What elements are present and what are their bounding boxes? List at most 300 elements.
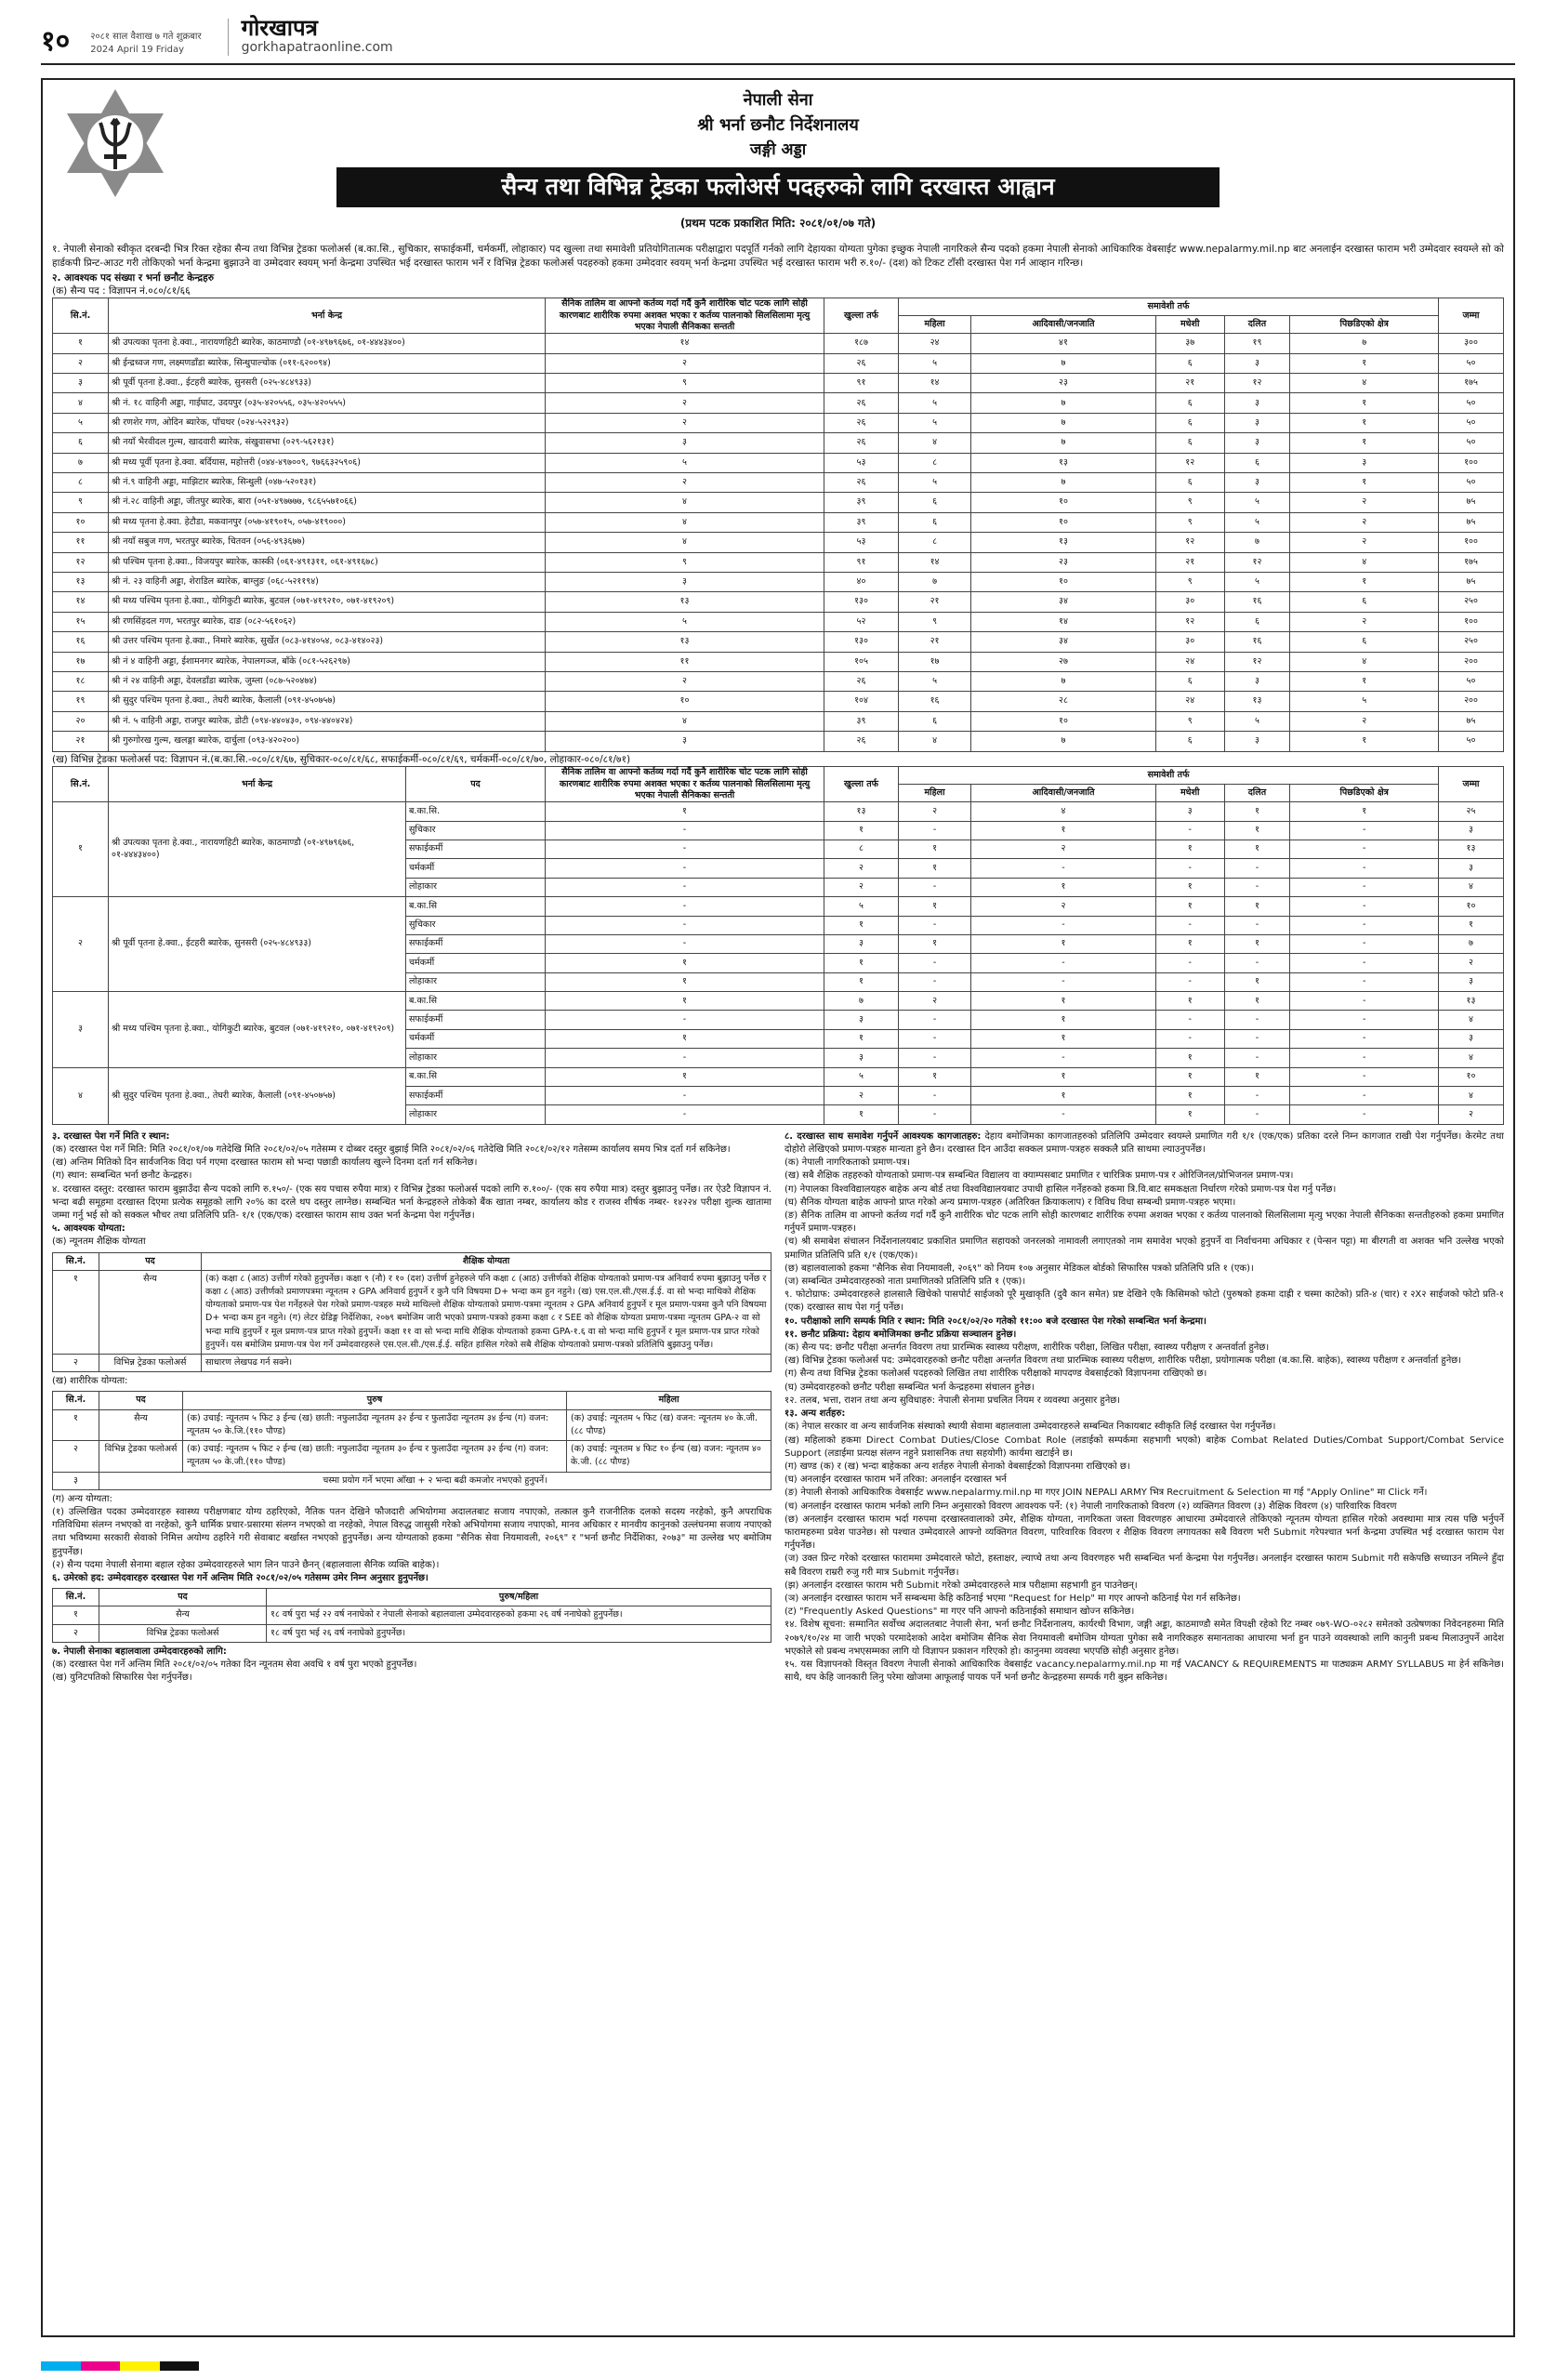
cell: १३ bbox=[1224, 692, 1290, 711]
table-row bbox=[53, 592, 1504, 612]
cell: - bbox=[899, 1011, 971, 1029]
paper-brand bbox=[241, 13, 393, 56]
cell: २ bbox=[546, 353, 824, 373]
section-5b-title: (ख) शारीरिक योग्यता: bbox=[52, 1376, 128, 1387]
col-madhesi: मधेशी bbox=[1155, 316, 1224, 334]
cell: ५ bbox=[1224, 512, 1290, 532]
cell: १ bbox=[1155, 934, 1224, 953]
cell: १६ bbox=[899, 692, 971, 711]
cell: - bbox=[1224, 859, 1290, 878]
cell: ५ bbox=[824, 897, 899, 916]
cell: १ bbox=[1155, 992, 1224, 1011]
cell: १ bbox=[1155, 1087, 1224, 1105]
cell: - bbox=[899, 1087, 971, 1105]
cell: १ bbox=[1290, 433, 1439, 453]
cell: १४ bbox=[971, 612, 1156, 631]
cell: २५० bbox=[1439, 592, 1504, 612]
cell: - bbox=[971, 1049, 1156, 1067]
cell: ४ bbox=[546, 533, 824, 552]
cell: - bbox=[1290, 1105, 1439, 1124]
cell: ३० bbox=[1155, 592, 1224, 612]
cell: १०५ bbox=[824, 652, 899, 671]
age-col-limit: पुरुष/महिला bbox=[267, 1589, 771, 1606]
cell: - bbox=[971, 859, 1156, 878]
cell: - bbox=[1290, 972, 1439, 991]
cell: ९ bbox=[53, 493, 109, 512]
cell: २ bbox=[53, 353, 109, 373]
cell: ५ bbox=[899, 353, 971, 373]
cell: - bbox=[971, 954, 1156, 972]
cell: १ bbox=[53, 1409, 99, 1440]
cell: श्री उपत्यका पृतना हे.क्वा., नारायणहिटी ब्यारेक, काठमाण्डौ (०१-४९७९६७६, ०१-४४४३४००) bbox=[109, 802, 406, 897]
cell: ११ bbox=[53, 533, 109, 552]
cell: ५० bbox=[1439, 433, 1504, 453]
cell: - bbox=[899, 878, 971, 896]
cell: २ bbox=[53, 897, 109, 992]
cell: २३ bbox=[971, 552, 1156, 572]
cell: - bbox=[1224, 916, 1290, 934]
section-4: ४. दरखास्त दस्तुर: दरखास्त फाराम बुझाउँदा सैन्य पदको लागि रु.१५०/- (एक सय पचास रुपैया मात्र) र विभिन्न ट्रेडका फलोअर्स पदको लागि रु.१००/- (एक सय रुपैया मात्र) दस्तुर बुझाउनु पर्नेछ। तर ऐउटै विज्ञापन नं. भन्दा बढी समूहमा दरखास्त दिएमा प्रत्येक समूहको लागि २०% का दरले थप दस्तुर लाग्नेछ। सम्बन्धित भर्ना केन्द्रहरुले तोकेको बैंक खाता नम्बर, कार्यालय कोड र राजस्व शीर्षक नम्बर- १४२२४ परीक्षा शुल्क खातामा जम्मा गर्नु भई सो को सक्कल भौचर तथा प्रतिलिपि प्रति- १/१ (एक/एक) दरखास्त फाराम साथ उक्त भर्ना केन्द्रमा पेश गर्नुपर्नेछ। bbox=[52, 1183, 771, 1222]
cell: १ bbox=[1224, 992, 1290, 1011]
table-row bbox=[53, 671, 1504, 691]
list-item: (ञ) अनलाईन दरखास्त फाराम भर्ने सम्बन्धमा केहि कठिनाई भएमा "Request for Help" मा गएर आफ्नो कठिनाई पेश गर्न सकिनेछ। bbox=[785, 1593, 1241, 1604]
table-row bbox=[53, 353, 1504, 373]
cell: ५ bbox=[899, 393, 971, 413]
military-posts-rows bbox=[53, 334, 1504, 751]
list-item: (क) नेपाल सरकार वा अन्य सार्वजनिक संस्थाको स्थायी सेवामा बहालवाला उम्मेदवारहरुले सम्बन्धित निकायबाट स्वीकृति लिई दरखास्त पेश गर्नुपर्नेछ। bbox=[785, 1421, 1276, 1433]
section-13-list bbox=[785, 1421, 1504, 1619]
cell: - bbox=[1224, 1049, 1290, 1067]
cell: ६ bbox=[1224, 453, 1290, 472]
cell: (क) उचाई: न्यूनतम ५ फिट ३ ईन्च (ख) छाती: नफुलाउँदा न्यूनतम ३२ ईन्च र फुलाउँदा न्यूनतम ३४ ईन्च (ग) वजन: न्यूनतम ५० के.जि.(११० पौण्ड) bbox=[183, 1409, 567, 1440]
cell: - bbox=[546, 934, 824, 953]
cell: ७५ bbox=[1439, 512, 1504, 532]
paper-name: गोरखापत्र bbox=[241, 13, 318, 41]
table-row bbox=[53, 473, 1504, 493]
cell: १३ bbox=[546, 632, 824, 652]
table-row bbox=[53, 802, 1504, 821]
cell: ६ bbox=[1155, 353, 1224, 373]
cell: ७ bbox=[971, 671, 1156, 691]
cell: १ bbox=[899, 840, 971, 858]
cell: ३ bbox=[1439, 821, 1504, 840]
cell: ३४ bbox=[971, 632, 1156, 652]
cell: ३ bbox=[1224, 732, 1290, 751]
cell: लोहाकार bbox=[406, 878, 546, 896]
cell: १० bbox=[1439, 1067, 1504, 1086]
terms-columns bbox=[52, 1130, 1504, 1686]
cell: - bbox=[546, 1105, 824, 1124]
cell: १४ bbox=[899, 374, 971, 393]
cell: - bbox=[546, 916, 824, 934]
age-table bbox=[52, 1588, 771, 1643]
cell: ४ bbox=[53, 393, 109, 413]
cell: २७ bbox=[971, 652, 1156, 671]
cell: ५ bbox=[1224, 493, 1290, 512]
table-row bbox=[53, 897, 1504, 916]
cell: ७ bbox=[899, 573, 971, 592]
cell: - bbox=[971, 916, 1156, 934]
table-row bbox=[53, 732, 1504, 751]
cell: लोहाकार bbox=[406, 972, 546, 991]
cell: - bbox=[1155, 821, 1224, 840]
phys-col-post: पद bbox=[99, 1392, 183, 1409]
cell: २ bbox=[546, 393, 824, 413]
cell: - bbox=[1224, 1087, 1290, 1105]
cell: ४ bbox=[1290, 552, 1439, 572]
age-col-post: पद bbox=[99, 1589, 267, 1606]
cell: २०० bbox=[1439, 652, 1504, 671]
cell: श्री मध्य पश्चिम पृतना हे.क्वा., योगिकुटी ब्यारेक, बुटवल (०७१-४१९२१०, ०७१-४१९२०९) bbox=[109, 992, 406, 1068]
issue-date-np: २०८१ साल वैशाख ७ गते शुक्रबार bbox=[90, 32, 202, 42]
section-5a-title: (क) न्यूनतम शैक्षिक योग्यता bbox=[52, 1236, 146, 1248]
cell: १५ bbox=[53, 612, 109, 631]
cell: १६ bbox=[1224, 632, 1290, 652]
section-9: ९. फोटोग्राफ: उम्मेदवारहरुले हालसालै खिचेको पासपोर्ट साईजको पूरै मुखाकृति (दुवै कान समेत) प्रष्ट देखिने एकै किसिमको फोटो (पुरुषको हकमा दाह्री र चस्मा काटेको) प्रति-४ (चार) र २X२ साईजको फोटो प्रति-१ (एक) दरखास्त साथ पेश गर्नु पर्नेछ। bbox=[785, 1289, 1504, 1314]
cell: १२ bbox=[1224, 374, 1290, 393]
cell: ८ bbox=[899, 533, 971, 552]
cell: १८ वर्ष पुरा भई २६ वर्ष ननाघेको हुनुपर्नेछ। bbox=[267, 1624, 771, 1642]
cell: १ bbox=[971, 992, 1156, 1011]
cell: २ bbox=[824, 878, 899, 896]
list-item: (छ) अनलाईन दरखास्त फाराम भर्दा गरुपमा दरखास्तवालाको उमेर, शैक्षिक योग्यता, नागरिकता जस्ता विवरणहरु आधारमा उम्मेदवारले तोकिएको न्यूनतम योग्यता हासिल गरेको अवस्थामा मात्र त्यस पछि भर्नुपर्ने फारामहरुमा प्रवेश पाउनेछ। सो पश्चात उम्मेदवारले आफ्नो व्यक्तिगत विवरण, पारिवारिक विवरण र शैक्षिक विवरण लगायतका सबै विवरण भरी Submit गरेपश्चात भर्ना केन्द्रमा उपस्थित भई दरखास्त फाराम पेश गर्नुपर्नेछ। bbox=[785, 1514, 1504, 1552]
cell: श्री नं. २३ वाहिनी अड्डा, शेराडिल ब्यारेक, बाग्लुङ (०६८-५२११९४) bbox=[109, 573, 546, 592]
cell: १ bbox=[971, 821, 1156, 840]
cell: लोहाकार bbox=[406, 1049, 546, 1067]
cell: ५ bbox=[1224, 573, 1290, 592]
cell: ६ bbox=[1290, 632, 1439, 652]
table-row bbox=[53, 612, 1504, 631]
cell: विभिन्न ट्रेडका फलोअर्स bbox=[99, 1624, 267, 1642]
cell: ५० bbox=[1439, 413, 1504, 432]
cell: १०० bbox=[1439, 533, 1504, 552]
cell: - bbox=[1155, 916, 1224, 934]
list-item: (ख) सबै शैक्षिक तहहरुको योग्यताको प्रमाण-पत्र सम्बन्धित विद्यालय वा क्याम्पसबाट प्रमाणित र चारित्रिक प्रमाण-पत्र र ओरिजिनल/प्रोभिजनल प्रमाण-पत्र। bbox=[785, 1170, 1294, 1182]
cell: १३ bbox=[53, 573, 109, 592]
cell: २ bbox=[1290, 711, 1439, 731]
cell: १ bbox=[1224, 934, 1290, 953]
cell: ३९ bbox=[824, 711, 899, 731]
col-total: जम्मा bbox=[1439, 767, 1504, 802]
cell: ४ bbox=[1290, 652, 1439, 671]
cell: ५३ bbox=[824, 453, 899, 472]
cell: १ bbox=[546, 1029, 824, 1048]
cell: १८७ bbox=[824, 334, 899, 353]
cell: ५ bbox=[53, 413, 109, 432]
cell: - bbox=[1290, 859, 1439, 878]
cell: २५० bbox=[1439, 632, 1504, 652]
cell: ७ bbox=[971, 353, 1156, 373]
cell: - bbox=[1290, 916, 1439, 934]
cell: १ bbox=[824, 1105, 899, 1124]
cell: ९ bbox=[899, 612, 971, 631]
list-item: (ङ) नेपाली सेनाको आधिकारिक वेबसाईट www.nepalarmy.mil.np मा गएर JOIN NEPALI ARMY भित्र Recruitment & Selection मा गई "Apply Online" मा Click गर्ने। bbox=[785, 1488, 1428, 1499]
cell: - bbox=[1290, 1067, 1439, 1086]
directorate-name: श्री भर्ना छनौट निर्देशनालय bbox=[697, 115, 859, 135]
list-item: (ग) सैन्य तथा विभिन्न ट्रेडका फलोअर्स पदहरुको लिखित तथा शारीरिक परीक्षाको मापदण्ड वेबसाईटको विज्ञापनमा राखिएको छ। bbox=[785, 1368, 1207, 1380]
cell: ६ bbox=[899, 493, 971, 512]
cell: - bbox=[1290, 897, 1439, 916]
cell: श्री सुदुर पश्चिम पृतना हे.क्वा., तेघरी ब्यारेक, कैलाली (०९१-४५०७५७) bbox=[109, 1067, 406, 1124]
cell: १३० bbox=[824, 632, 899, 652]
edu-col-post: पद bbox=[99, 1252, 202, 1270]
cell: श्री उपत्यका पृतना हे.क्वा., नारायणहिटी ब्यारेक, काठमाण्डौ (०१-४९७९६७६, ०१-४४४३४००) bbox=[109, 334, 546, 353]
cell: - bbox=[1290, 1011, 1439, 1029]
col-janajati: आदिवासी/जनजाति bbox=[971, 785, 1156, 802]
cell: ३७ bbox=[1155, 334, 1224, 353]
education-table bbox=[52, 1252, 771, 1373]
cell: ७५ bbox=[1439, 493, 1504, 512]
paper-url[interactable]: gorkhapatraonline.com bbox=[241, 39, 393, 55]
section-14: १४. विशेष सूचना: सम्मानित सर्वोच्च अदालतबाट नेपाली सेना, भर्ना छनौट निर्देशनालय, कार्यरथी विभाग, जङ्गी अड्डा, काठमाण्डौ समेत विपक्षी रहेको रिट नम्बर ०७९-WO-०२८२ समेतको उत्प्रेषणका निवेदनहरुमा मिति २०७९/१०/२४ मा जारी भएको परमादेशको आदेश बमोजिम सैनिक सेवा नियमावली बमोजिम योग्यता पुगेका सबै नागरिकहरु समानताका आधारमा भर्ना हुन पाउने व्यवस्थाको लागि कानुनी प्रबन्ध मिलाउनुपर्ने आदेश भएकोले सो प्रबन्ध नभएसम्मका लागि यो विज्ञापन प्रकाशन गरिएको हो। कानुनमा व्यवस्था भएपछि सोही अनुसार हुनेछ। bbox=[785, 1620, 1504, 1657]
notice-title: सैन्य तथा विभिन्न ट्रेडका फलोअर्स पदहरुको लागि दरखास्त आह्वान bbox=[336, 167, 1220, 207]
table-row bbox=[53, 433, 1504, 453]
cell: १ bbox=[1290, 353, 1439, 373]
cell: (क) उचाई: न्यूनतम ४ फिट १० ईन्च (ख) वजन: न्यूनतम ४० के.जी. (८८ पौण्ड) bbox=[567, 1441, 771, 1472]
cell: १ bbox=[1155, 1105, 1224, 1124]
cell: १ bbox=[1155, 878, 1224, 896]
notice-header bbox=[52, 87, 1504, 241]
cell: सैन्य bbox=[99, 1606, 267, 1624]
cell: ६ bbox=[1155, 433, 1224, 453]
cell: ६ bbox=[899, 711, 971, 731]
section-2b-title: (ख) विभिन्न ट्रेडका फलोअर्स पद: विज्ञापन नं.(ब.का.सि.-०८०/८१/६७, सुचिकार-०८०/८१/६८, सफाईकर्मी-०८०/८१/६९, चर्मकर्मी-०८०/८१/७०, लोहाकार-०८०/८१/७१) bbox=[52, 753, 631, 765]
cell: २६ bbox=[824, 353, 899, 373]
cell: ३ bbox=[1224, 413, 1290, 432]
table-row bbox=[53, 1355, 771, 1372]
col-sn: सि.नं. bbox=[53, 767, 109, 802]
cell: ३ bbox=[1439, 859, 1504, 878]
cell: श्री नयाँ सबुज गण, भरतपुर ब्यारेक, चितवन (०५६-४९३६७७) bbox=[109, 533, 546, 552]
cell: १ bbox=[546, 992, 824, 1011]
cell: सुचिकार bbox=[406, 821, 546, 840]
section-3a: (क) दरखास्त पेश गर्ने मिति: मिति २०८१/०१/०७ गतेदेखि मिति २०८१/०२/०५ गतेसम्म र दोब्बर दस्तुर बुझाई मिति २०८१/०२/०६ गतेदेखि मिति २०८१/०२/१२ गतेसम्म कार्यालय समय भित्र दर्ता गर्न सकिनेछ। bbox=[52, 1144, 731, 1156]
cell: २ bbox=[546, 671, 824, 691]
issue-date-en: 2024 April 19 Friday bbox=[90, 44, 185, 55]
table-row bbox=[53, 573, 1504, 592]
cell: ७ bbox=[971, 433, 1156, 453]
cell: १६ bbox=[53, 632, 109, 652]
cell: ३ bbox=[53, 374, 109, 393]
list-item: (क) सैन्य पद: छनौट परीक्षा अन्तर्गत विवरण तथा प्रारम्भिक स्वास्थ्य परीक्षण, शारीरिक परीक्षा, लिखित परीक्षा, स्वास्थ्य परीक्षण र अन्तर्वार्ता हुनेछ। bbox=[785, 1342, 1270, 1354]
col-sn: सि.नं. bbox=[53, 298, 109, 334]
cell: १ bbox=[1155, 840, 1224, 858]
cell: ५३ bbox=[824, 533, 899, 552]
cell: श्री मध्य पृतना हे.क्वा. हेटौडा, मकवानपुर (०५७-४१९०१५, ०५७-४१९०००) bbox=[109, 512, 546, 532]
col-center: भर्ना केन्द्र bbox=[109, 298, 546, 334]
table-row bbox=[53, 1441, 771, 1472]
cell: - bbox=[1290, 1029, 1439, 1048]
cell: २६ bbox=[824, 671, 899, 691]
cell: १०० bbox=[1439, 612, 1504, 631]
section-11-title: ११. छनौट प्रक्रिया: देहाय बमोजिमका छनौट प्रक्रिया सञ्चालन हुनेछ। bbox=[785, 1329, 1017, 1340]
cell: ४० bbox=[824, 573, 899, 592]
section-7b: (ख) युनिटपतिको सिफारिस पेश गर्नुपर्नेछ। bbox=[52, 1673, 192, 1684]
cell: १२ bbox=[1155, 453, 1224, 472]
cell: - bbox=[1224, 878, 1290, 896]
cell: १ bbox=[1290, 393, 1439, 413]
cell: १ bbox=[1290, 473, 1439, 493]
cell: - bbox=[899, 954, 971, 972]
cell: - bbox=[1290, 934, 1439, 953]
cell: - bbox=[546, 878, 824, 896]
cell: - bbox=[1290, 878, 1439, 896]
cell: १ bbox=[53, 1270, 99, 1354]
cell: १०० bbox=[1439, 453, 1504, 472]
col-open: खुल्ला तर्फ bbox=[824, 298, 899, 334]
cell: ३ bbox=[546, 732, 824, 751]
cell: १ bbox=[899, 859, 971, 878]
cell: २६ bbox=[824, 473, 899, 493]
cell: ३ bbox=[824, 1049, 899, 1067]
cell: २ bbox=[546, 473, 824, 493]
cell: ६ bbox=[1155, 393, 1224, 413]
section-5c-title: (ग) अन्य योग्यता: bbox=[52, 1493, 112, 1504]
terms-right-column bbox=[785, 1130, 1504, 1686]
cell: चर्मकर्मी bbox=[406, 1029, 546, 1048]
section-5c1: (१) उल्लिखित पदका उम्मेदवारहरु स्वास्थ्य परीक्षणबाट योग्य ठहरिएको, नैतिक पतन देखिने फौजदारी अभियोगमा अदालतबाट सजाय नपाएको, तत्काल कुनै राजनीतिक दलको सदस्य नरहेको, कुनै अपराधिक गतिविधिमा संलग्न नभएको वा नरहेको, कुनै धार्मिक प्रचार-प्रसारमा संलग्न नभएको वा नरहेको, नेपाल विरुद्ध जासुसी गरेको अभियोगमा सजाय नपाएको, मानव अधिकार र मानवीय कानुनको उल्लंघनमा सजाय नपाएको तथा भविष्यमा सरकारी सेवाको निमित्त अयोग्य ठहरिने गरी सेवाबाट बर्खास्त नभएको हुनुपर्नेछ। अन्य योग्यताको हकमा "सैनिक सेवा नियमावली, २०६९" र "भर्ना छनौट निर्देशिका, २०७३" मा उल्लेख भए बमोजिम हुनुपर्नेछ। bbox=[52, 1506, 771, 1557]
cell: - bbox=[1290, 1087, 1439, 1105]
cell: ८ bbox=[824, 840, 899, 858]
cell: ५० bbox=[1439, 671, 1504, 691]
cell: १ bbox=[971, 1029, 1156, 1048]
cell: ४१ bbox=[971, 334, 1156, 353]
cell: ६ bbox=[899, 512, 971, 532]
cell: १ bbox=[1290, 413, 1439, 432]
cell: १ bbox=[1290, 802, 1439, 821]
cell: १ bbox=[971, 1087, 1156, 1105]
cell: ब.का.सि bbox=[406, 1067, 546, 1086]
cell: - bbox=[971, 1105, 1156, 1124]
cell: (क) उचाई: न्यूनतम ५ फिट २ ईन्च (ख) छाती: नफुलाउँदा न्यूनतम ३० ईन्च र फुलाउँदा न्यूनतम ३२ ईन्च (ग) वजन: न्यूनतम ५० के.जी.(११० पौण्ड) bbox=[183, 1441, 567, 1472]
cell: १२ bbox=[1224, 552, 1290, 572]
cell: ५ bbox=[1290, 692, 1439, 711]
cell: श्री गुरुगोरख गुल्म, खलङ्गा ब्यारेक, दार्चुला (०९३-४२०२००) bbox=[109, 732, 546, 751]
cell: १ bbox=[899, 897, 971, 916]
cell: २ bbox=[899, 802, 971, 821]
phys-col-sn: सि.नं. bbox=[53, 1392, 99, 1409]
cell: १ bbox=[824, 821, 899, 840]
cell: ५० bbox=[1439, 393, 1504, 413]
cell: ९ bbox=[1155, 711, 1224, 731]
section-15: १५. यस विज्ञापनको विस्तृत विवरण नेपाली सेनाको आधिकारिक वेबसाईट vacancy.nepalarmy.mil.np मा गई VACANCY & REQUIREMENTS मा पाठ्यक्रम ARMY SYLLABUS मा हेर्न सकिनेछ। साथै, थप केहि जानकारी लिनु परेमा खोजमा आफूलाई पायक पर्ने भर्ना छनौट केन्द्रहरुमा सम्पर्क गरी बुझ्न सकिनेछ। bbox=[785, 1659, 1504, 1684]
cell: ७ bbox=[971, 473, 1156, 493]
cell: - bbox=[1155, 1029, 1224, 1048]
cell: १० bbox=[971, 512, 1156, 532]
cell: - bbox=[546, 859, 824, 878]
cell: ३ bbox=[1224, 353, 1290, 373]
cell: ६ bbox=[1224, 612, 1290, 631]
cell: श्री पश्चिम पृतना हे.क्वा., विजयपुर ब्यारेक, कास्की (०६१-४९१३११, ०६१-४९१६७८) bbox=[109, 552, 546, 572]
col-backward: पिछडिएको क्षेत्र bbox=[1290, 785, 1439, 802]
cell: ५ bbox=[899, 413, 971, 432]
col-open: खुल्ला तर्फ bbox=[824, 767, 899, 802]
cell: १० bbox=[971, 573, 1156, 592]
cell: चर्मकर्मी bbox=[406, 954, 546, 972]
cell: - bbox=[546, 1049, 824, 1067]
cell: ३ bbox=[53, 1472, 99, 1489]
col-center: भर्ना केन्द्र bbox=[109, 767, 406, 802]
cell: विभिन्न ट्रेडका फलोअर्स bbox=[99, 1355, 202, 1372]
cell: १४ bbox=[546, 334, 824, 353]
table-row bbox=[53, 393, 1504, 413]
list-item: (ज) उक्त प्रिन्ट गरेको दरखास्त फाराममा उम्मेदवारले फोटो, हस्ताक्षर, ल्याप्चे तथा अन्य विवरणहरु भरी सम्बन्धित भर्ना केन्द्रमा पेश गर्नुपर्नेछ। अनलाईन दरखास्त फाराम Submit गरी सकेपछि सच्याउन नमिल्ने हुँदा सबै विवरण राम्ररी रुजु गरी मात्र Submit गर्नुपर्नेछ। bbox=[785, 1554, 1504, 1578]
cell: २४ bbox=[899, 334, 971, 353]
cell: ५० bbox=[1439, 353, 1504, 373]
cell: ३० bbox=[1155, 632, 1224, 652]
list-item: (घ) अनलाईन दरखास्त फाराम भर्ने तरिका: अनलाईन दरखास्त भर्न bbox=[785, 1474, 1007, 1486]
cell: - bbox=[546, 897, 824, 916]
table-row bbox=[53, 552, 1504, 572]
list-item: (घ) उम्मेदवारहरुको छनौट परीक्षा सम्बन्धित भर्ना केन्द्रहरुमा संचालन हुनेछ। bbox=[785, 1382, 1035, 1393]
table-row bbox=[53, 453, 1504, 472]
cell: ४ bbox=[546, 512, 824, 532]
cell: सफाईकर्मी bbox=[406, 1087, 546, 1105]
table-row bbox=[53, 1606, 771, 1624]
age-col-sn: सि.नं. bbox=[53, 1589, 99, 1606]
cell: १ bbox=[1224, 897, 1290, 916]
cell: ७ bbox=[971, 413, 1156, 432]
cell: साधारण लेखपढ गर्न सक्ने। bbox=[202, 1355, 771, 1372]
publish-date: (प्रथम पटक प्रकाशित मिति: २०८१/०१/०७ गते) bbox=[679, 216, 877, 230]
cell: ब.का.सि. bbox=[406, 802, 546, 821]
col-martyr: सैनिक तालिम वा आफ्नो कर्तव्य गर्दा गर्दै कुनै शारीरिक चोट पटक लागि सोही कारणबाट शारीरिक रुपमा अशक्त भएका र कर्तव्य पालनाको सिलसिलामा मृत्यु भएका नेपाली सैनिकका सन्तती bbox=[546, 298, 824, 334]
section-8-title: ८. दरखास्त साथ समावेश गर्नुपर्ने आवश्यक कागजातहरु: bbox=[785, 1130, 982, 1142]
list-item: (ग) खण्ड (क) र (ख) भन्दा बाहेकका अन्य शर्तहरु नेपाली सेनाको वेबसाईटको विज्ञापनमा राखिएको छ। bbox=[785, 1461, 1130, 1472]
section-12: १२. तलब, भत्ता, राशन तथा अन्य सुविधाहरु: नेपाली सेनामा प्रचलित नियम र व्यवस्था अनुसार हुनेछ। bbox=[785, 1395, 1121, 1406]
cell: १ bbox=[546, 972, 824, 991]
org-name: नेपाली सेना bbox=[743, 90, 813, 110]
color-registration-bar bbox=[41, 2361, 199, 2371]
cell: ६ bbox=[1155, 473, 1224, 493]
cell: ३ bbox=[53, 992, 109, 1068]
section-7a: (क) दरखास्त पेश गर्ने अन्तिम मिति २०८१/०२/०५ गतेका दिन न्यूनतम सेवा अवधि १ वर्ष पुरा भएको हुनुपर्नेछ। bbox=[52, 1659, 417, 1670]
cell: श्री उत्तर पश्चिम पृतना हे.क्वा., निमारे ब्यारेक, सुर्खेत (०८३-४१४०५४, ०८३-४१४०२३) bbox=[109, 632, 546, 652]
cell: ४ bbox=[899, 433, 971, 453]
cell: ३ bbox=[1439, 1029, 1504, 1048]
cell: - bbox=[1155, 954, 1224, 972]
follower-posts-rows bbox=[53, 802, 1504, 1125]
cell: २४ bbox=[1155, 692, 1224, 711]
table-row bbox=[53, 1472, 771, 1489]
cell: ११ bbox=[546, 652, 824, 671]
cell: ३९ bbox=[824, 493, 899, 512]
cell: ३०० bbox=[1439, 334, 1504, 353]
cell: - bbox=[899, 1029, 971, 1048]
cell: ५२ bbox=[824, 612, 899, 631]
list-item: (घ) सैनिक योग्यता बाहेक आफ्नो प्राप्त गरेको अन्य प्रमाण-पत्रहरु (अतिरिक्त क्रियाकलाप) र विविध विधा सम्बन्धी प्रमाण-पत्रहरु भएमा। bbox=[785, 1197, 1236, 1208]
cell: १ bbox=[971, 1067, 1156, 1086]
list-item: (ट) "Frequently Asked Questions" मा गएर पनि आफ्नो कठिनाईको समाधान खोज्न सकिनेछ। bbox=[785, 1606, 1135, 1618]
cell: ४ bbox=[971, 802, 1156, 821]
cell: श्री रणशेर गण, ओदिन ब्यारेक, पाँचथर (०२४-५२२९३२) bbox=[109, 413, 546, 432]
cell: १० bbox=[971, 493, 1156, 512]
cell: ९ bbox=[546, 552, 824, 572]
cell: १ bbox=[1155, 897, 1224, 916]
cell: ५० bbox=[1439, 732, 1504, 751]
table-row bbox=[53, 711, 1504, 731]
cell: १ bbox=[546, 802, 824, 821]
col-dalit: दलित bbox=[1224, 316, 1290, 334]
cell: २१ bbox=[1155, 374, 1224, 393]
cell: १ bbox=[546, 954, 824, 972]
cell: ४ bbox=[546, 493, 824, 512]
cell: १३ bbox=[971, 453, 1156, 472]
cell: - bbox=[899, 972, 971, 991]
cell: १९ bbox=[53, 692, 109, 711]
cell: २ bbox=[1290, 533, 1439, 552]
cell: २ bbox=[971, 840, 1156, 858]
